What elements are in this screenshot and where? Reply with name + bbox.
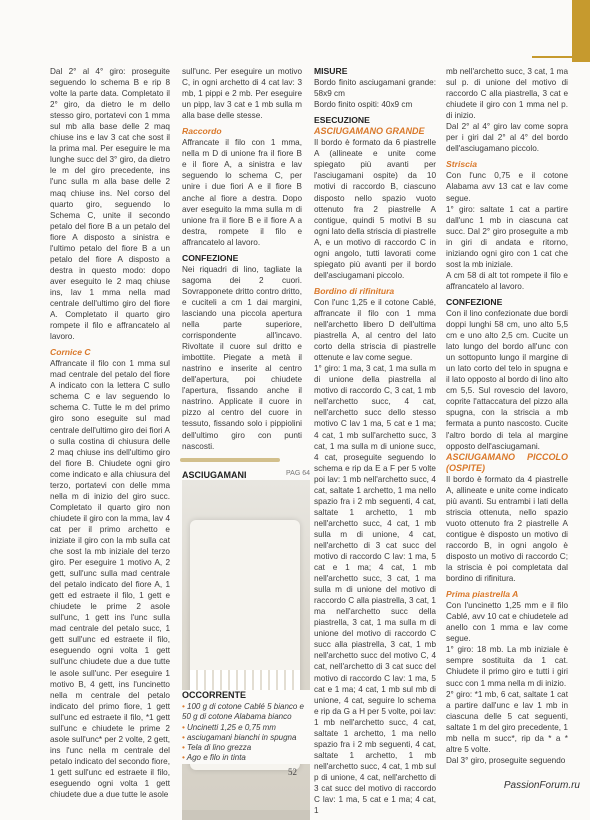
paragraph: mb nell'archetto succ, 3 cat, 1 ma sul p. di unione del motivo di raccordo C alla piastrella, 3 cat e chiudete il giro con 1 mma nel p. di inizio. — [446, 67, 568, 121]
list-item: • Tela di lino grezza — [182, 743, 310, 753]
sink-shape — [182, 810, 310, 820]
page-number: 52 — [288, 767, 297, 777]
paragraph: Con il lino confezionate due bordi doppi lunghi 58 cm, uno alto 5,5 cm e uno alto 2,5 cm. Cucite un lato lungo del bordo all'unc con un sottopunto lungo il margine di un lato corto del telo in spugna e il lato opposto al bordo di lino alto cm 5,5. Sul rovescio del lavoro, coprite l'attaccatura del pizzo alla spugna, con la striscia a mb fermata a punto nascosto. Cucite l'altro bordo di tela al margine opposto dell'asciugamani. — [446, 308, 568, 451]
section-heading-misure: MISURE — [314, 66, 348, 76]
text-column-2 — [182, 66, 302, 452]
paragraph: Affrancate il filo con 1 mma sul mad centrale del petalo del fiore A indicato con la lettera C sullo schema C e lav seguendo lo schema C. Tutte le m del primo giro sono eseguite sul mad centrale dell'ultimo giro dei fiori A o sulla costina di chiusura delle 2 maq chiuse ins dell'ultimo giro del fiore B. Chiudete ogni giro come indicato e alla chiusura del terzo, portatevi con delle mma nella m di inizio del giro succ. Completato il quarto giro non chiudete il giro con la mma, lav 4 cat per il primo archetto e iniziate il giro con la mb sulla cat che sost la mb iniziale del terzo giro. Per eseguire 1 motivo A, 2 gett, sull'unc sulla mad centrale del petalo indicato del fiore A, 1 gett ed estraete il filo, 1 gett e chiudete le prime 2 asole sull'unc, 1 gett ins l'unc sulla mad centrale del petalo succ, 1 gett sull'unc ed estraete il filo, eseguendo ogni volta 1 gett sull'unc chiudete due a due tutte le asole sull'unc. Per eseguire 1 motivo B, 4 gett, ins l'uncinetto nella m centrale del petalo indicato del primo fiore, 1 gett sull'unc ed estraete il filo, *1 gett sull'unc e chiudete le prime 2 asole sull'unc* per 2 volte, 2 gett, ins l'unc nella m centrale del petalo indicato del secondo fiore, 1 gett sull'unc ed estraete il filo, eseguendo ogni volta 1 gett chiudete due a due tutte le asole — [50, 359, 170, 800]
list-item: • asciugamani bianchi in spugna — [182, 733, 310, 743]
section-heading-cornice: Cornice C — [50, 347, 91, 358]
paragraph: Dal 2° al 4° giro: proseguite seguendo lo schema B e rip 8 volte la parte data. Completato il 2° giro, da dietro le m dello stesso giro, portatevi con 1 mma sul mb alla base delle 2 maq chiuse ins e lav 3 cat che sost il la prima mal. Per eseguire le ma lunghe succ del 3° giro, da dietro le m del giro precedente, ins l'unc sulla m alla base delle 2 maq chiuse ins. Nel corso del quarto giro, seguendo lo Schema C, unite il secondo petalo del fiore B a un petalo del fiore A disposto a sinistra e l'ultimo petalo del fiore B a un petalo del fiore A disposto a destra in questo modo: dopo aver eseguito le 2 maq chiuse ins, lav 1 mma nella mad centrale dell'ultimo giro del fiore A. Completato il quarto giro rompete il filo e affrancatelo al lavoro. — [50, 67, 170, 342]
section-heading-confezione: CONFEZIONE — [182, 252, 239, 263]
paragraph: Il bordo è formato da 4 piastrelle A, allineate e unite come indicato più avanti. Su entrambi i lati della striscia ottenuta, nello spazio vuoto ottenuto fra 2 piastrelle A contigue è disposto un motivo di raccordo B, in ogni angolo è disposto un motivo di raccordo C; la striscia è poi completata dal bordino di rifinitura. — [446, 474, 568, 584]
section-heading-piccolo: ASCIUGAMANO PICCOLO (OSPITE) — [446, 451, 568, 473]
paragraph: Con l'unc 1,25 e il cotone Cablé, affrancate il filo con 1 mma nell'archetto libero D dell'ultima piastrella A, al centro del lato corto della striscia di piastrelle ottenute e lav come segue. — [314, 297, 436, 363]
section-heading-grande: ASCIUGAMANO GRANDE — [314, 126, 425, 137]
corner-accent-band — [572, 0, 590, 62]
figure-title-text: ASCIUGAMANI — [182, 470, 247, 480]
paragraph: Dal 3° giro, proseguite seguendo — [446, 755, 566, 765]
paragraph: A cm 58 di alt tot rompete il filo e affrancatelo al lavoro. — [446, 270, 568, 291]
page-reference: PAG 64 — [286, 470, 310, 477]
paragraph: Il bordo è formato da 6 piastrelle A (allineate e unite come spiegato più avanti per l'asciugamani ospite) da 10 motivi di raccordo B, ciascuno disposto nello spazio vuoto ottenuto fra 2 piastrelle A contigue, quindi 5 motivi B su ogni lato della striscia di piastrelle A, e un motivo di raccordo C in ogni angolo, tutti lavorati come spiegato più avanti per il bordo dell'asciugamani piccolo. — [314, 138, 436, 280]
corner-accent-line — [532, 56, 572, 58]
materials-list — [182, 702, 310, 764]
paragraph: Con l'unc 0,75 e il cotone Alabama avv 13 cat e lav come segue. — [446, 171, 568, 203]
list-item: • Ago e filo in tinta — [182, 753, 310, 763]
paragraph: sull'unc. Per eseguire un motivo C, in ogni archetto di 4 cat lav: 3 mb, 1 pippi e 2 mb. Per eseguire un pipp, lav 3 cat e 1 mb sulla m alla base delle stesse. — [182, 67, 302, 121]
section-heading-confezione-2: CONFEZIONE — [446, 296, 503, 307]
text-column-1 — [50, 66, 170, 800]
crochet-hook-image — [180, 458, 280, 462]
paragraph: Con l'uncinetto 1,25 mm e il filo Cablé, avv 10 cat e chiudetele ad anello con 1 mma e lav come segue. — [446, 601, 568, 644]
paragraph: 1° giro: 18 mb. La mb iniziale è sempre sostituita da 1 cat. Chiudete il primo giro e tutti i giri succ con 1 mma nella m di inizio. — [446, 645, 568, 688]
watermark: PassionForum.ru — [503, 780, 580, 791]
figure-title — [182, 470, 310, 480]
text-column-4 — [446, 66, 568, 766]
paragraph: 2° giro: *1 mb, 6 cat, saltate 1 cat a partire dall'unc e lav 1 mb in ciascuna delle 5 cat seguenti, saltate 1 m del giro precedente, 1 mb nella m succ*, rip da * a * altre 5 volte. — [446, 689, 568, 754]
list-item: • Uncinetti 1,25 e 0,75 mm — [182, 723, 310, 733]
materials-box — [182, 690, 310, 764]
text-column-3 — [314, 66, 436, 816]
section-heading-striscia: Striscia — [446, 159, 478, 170]
section-heading-esecuzione: ESECUZIONE — [314, 115, 370, 126]
paragraph: Affrancate il filo con 1 mma, nella m D di unione fra il fiore B e il fiore A, a sinistra e lav seguendo lo schema C, per unire i due fiori A e il fiore B anche al fiore a destra. Dopo aver eseguito la mma sulla m di unione fra il fiore B e il fiore A a destra, rompete il filo e affrancatelo al lavoro. — [182, 138, 302, 247]
section-heading-bordino: Bordino di rifinitura — [314, 285, 395, 296]
section-heading-raccordo: Raccordo — [182, 126, 222, 137]
materials-title: OCCORRENTE — [182, 690, 247, 700]
paragraph: Bordo finito asciugamani grande: 58x9 cm Bordo finito ospiti: 40x9 cm — [314, 78, 436, 110]
paragraph: 1° giro: saltate 1 cat a partire dall'unc 1 mb in ciascuna cat succ. Dal 2° giro proseguite a mb in giri di andata e ritorno, iniziando ogni giro con 1 cat che sost la mb iniziale. — [446, 204, 568, 269]
paragraph: Dal 2° al 4° giro lav come sopra per i giri dal 2° al 4° del bordo dell'asciugamano piccolo. — [446, 122, 568, 154]
paragraph: 1° giro: 1 ma, 3 cat, 1 ma sulla m di unione della piastrella al motivo di raccordo C, 3 cat, 1 mb nell'archetto succ, 4 cat, nell'archetto succ dello stesso motivo C lav 1 ma, 5 cat e 1 ma; 4 cat, 1 mb sull'archetto succ, 3 cat, 1 ma sulla m di unione succ, 4 cat, proseguite seguendo lo schema e rip da E a F per 5 volte poi lav: 1 mb nell'archetto succ, 4 cat, saltate 1 archetto, 1 ma nello spazio fra i 2 mb seguenti, 4 cat, saltate 1 archetto, 1 mb nell'archetto succ, 4 cat, 1 mb sulla m di unione, 4 cat, nell'archetto di 3 cat succ del motivo di raccordo C lav: 1 ma, 5 cat e 1 ma; 4 cat, 1 mb nell'archetto succ, 3 cat, 1 ma sulla m di unione del motivo di raccordo C alla piastrella, 3 cat, 1 ma nell'archetto succ della piastrella, 3 cat, 1 ma sulla m di unione del motivo di raccordo C succ alla piastrella, 3 cat, 1 mb nell'archetto succ del motivo C, 4 cat, nell'archetto di 3 cat succ del motivo di raccordo C lav: 1 ma, 5 cat e 1 ma; 4 cat, 1 mb sul mb di unione, 4 cat, seguire lo schema e rip da G a H per 5 volte, poi lav: 1 mb nell'archetto succ, 4 cat, saltate 1 archetto, 1 ma nello spazio fra i 2 mb seguenti, 4 cat, saltate 1 archetto, 1 mb nell'archetto succ, 4 cat, 1 mb sul p di unione, 4 cat, nell'archetto di 3 cat succ del motivo di raccordo C lav: 1 ma, 5 cat e 1 ma; 4 cat, 1 — [314, 364, 436, 816]
list-item: • 100 g di cotone Cablé 5 bianco e 50 g di cotone Alabama bianco — [182, 702, 310, 723]
section-heading-prima: Prima piastrella A — [446, 589, 519, 600]
paragraph: Nei riquadri di lino, tagliate la sagoma dei 2 cuori. Sovrapponete dritto contro dritto, e cuciteli a cm 1 dai margini, lasciando una piccola apertura nella parte superiore, corrispondente all'incavo. Rivoltate il cuore sul dritto e imbottite. Piegate a metà il nastrino e inserite al centro dell'apertura, poi chiudete l'apertura, fissando anche il nastrino. Applicate il cuore in pizzo al centro del cuore in tessuto, fissando solo i pippiolini dell'ultimo giro con punti nascosti. — [182, 264, 302, 451]
